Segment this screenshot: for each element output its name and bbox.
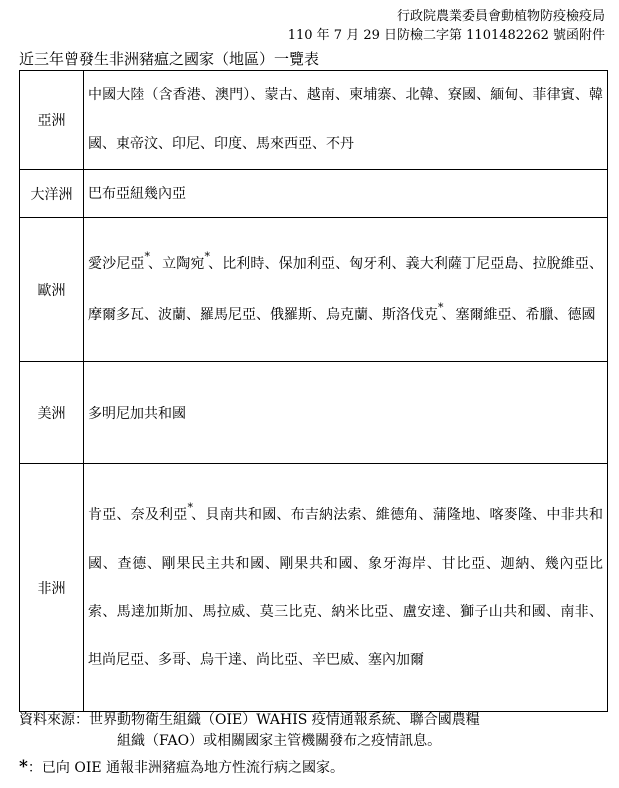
country-list-europe xyxy=(84,218,608,362)
country-text: 、塞爾維亞、希臘、德國 xyxy=(441,306,596,323)
region-name-oceania: 大洋洲 xyxy=(20,170,84,218)
region-name-europe: 歐洲 xyxy=(20,218,84,362)
endemic-mark: * xyxy=(204,249,210,263)
country-list-asia: 中國大陸（含香港、澳門）、蒙古、越南、柬埔寨、北韓、寮國、緬甸、菲律賓、韓國、東帝汶、印尼、印度、馬來西亞、不丹 xyxy=(84,71,608,170)
source-line-2: 組織（FAO）或相關國家主管機關發布之疫情訊息。 xyxy=(117,733,442,749)
table-row-oceania xyxy=(20,170,608,218)
page-title: 近三年曾發生非洲豬瘟之國家（地區）一覽表 xyxy=(19,50,320,68)
country-text: 、立陶宛 xyxy=(147,255,205,272)
source-line-1: 資料來源：世界動物衛生組織（OIE）WAHIS 疫情通報系統、聯合國農糧 xyxy=(19,712,480,728)
region-name-asia: 亞洲 xyxy=(20,71,84,170)
country-text: 肯亞、奈及利亞 xyxy=(88,507,188,523)
document-reference: 110 年 7 月 29 日防檢二字第 1101482262 號函附件 xyxy=(287,28,605,43)
footnote xyxy=(19,758,344,777)
region-name-america: 美洲 xyxy=(20,362,84,464)
table-row-asia xyxy=(20,71,608,170)
table-row-europe xyxy=(20,218,608,362)
country-text: 、貝南共和國、布吉納法索、維德角、蒲隆地、喀麥隆、中非共和國、查德、剛果民主共和國、剛果共和國、象牙海岸、甘比亞、迦納、幾內亞比索、馬達加斯加、馬拉威、莫三比克、納米比亞、盧安達、獅子山共和國、南非、坦尚尼亞、多哥、烏干達、尚比亞、辛巴威、塞內加爾 xyxy=(88,507,604,668)
country-text: 愛沙尼亞 xyxy=(88,255,145,272)
country-text: 、比利時、保加利亞、匈牙利、義大利薩丁尼亞島、拉脫維亞、摩爾多瓦、波蘭、羅馬尼亞、俄羅斯、烏克蘭、斯洛伐克 xyxy=(88,255,604,323)
country-list-oceania: 巴布亞紐幾內亞 xyxy=(84,170,608,218)
data-source-note xyxy=(19,710,609,752)
footnote-mark: * xyxy=(19,757,28,777)
region-table xyxy=(19,70,608,712)
country-list-africa xyxy=(84,464,608,712)
footnote-text: ：已向 OIE 通報非洲豬瘟為地方性流行病之國家。 xyxy=(27,760,345,776)
endemic-mark: * xyxy=(144,249,150,263)
table-row-africa xyxy=(20,464,608,712)
region-name-africa: 非洲 xyxy=(20,464,84,712)
country-list-america: 多明尼加共和國 xyxy=(84,362,608,464)
endemic-mark: * xyxy=(187,501,193,514)
agency-name: 行政院農業委員會動植物防疫檢疫局 xyxy=(396,9,605,24)
table-row-america xyxy=(20,362,608,464)
endemic-mark: * xyxy=(438,300,444,314)
